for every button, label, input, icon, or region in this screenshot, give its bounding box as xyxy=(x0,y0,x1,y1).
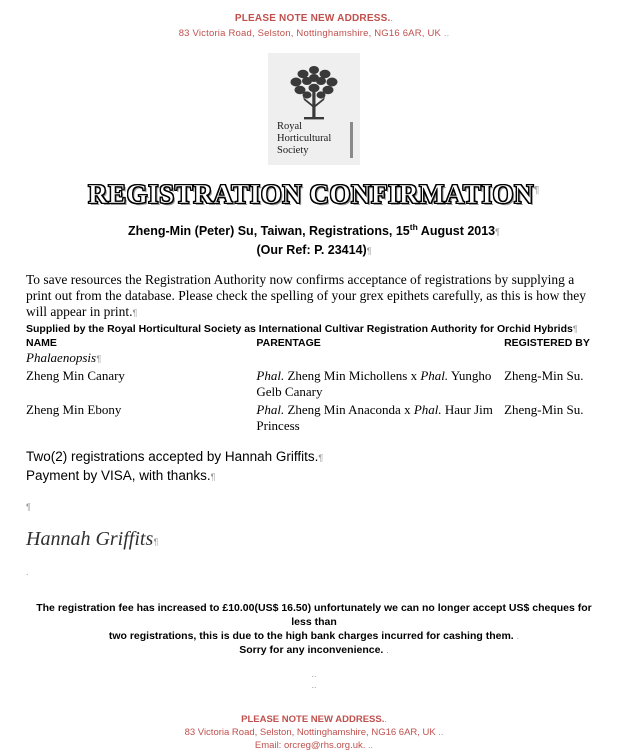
paragraph-mark-icon: . xyxy=(390,13,394,23)
our-ref-text: (Our Ref: P. 23414) xyxy=(256,243,367,258)
fee-note-text-2: two registrations, this is due to the high bank charges incurred for cashing them. xyxy=(108,630,514,643)
footer-line-3 xyxy=(0,739,628,752)
registrations-table xyxy=(26,337,602,435)
grex-name: Zheng Min Canary xyxy=(26,368,125,384)
paragraph-mark-icon: . xyxy=(384,714,387,725)
footer-text-2: 83 Victoria Road, Selston, Nottinghamshire, NG16 6AR, UK xyxy=(184,727,436,739)
column-header-parentage: PARENTAGE xyxy=(256,337,321,350)
parentage xyxy=(256,401,504,435)
paragraph-mark-icon: ¶ xyxy=(495,227,500,238)
subtitle-ordinal: th xyxy=(409,222,418,232)
logo-wordmark xyxy=(277,121,331,157)
acceptance-text-2: Payment by VISA, with thanks. xyxy=(26,468,211,484)
acceptance-block xyxy=(26,448,602,486)
parentage-genus-abbr: Phal. xyxy=(256,368,285,384)
parentage-parent-1: Zheng Min Michollens x xyxy=(284,368,421,384)
subtitle xyxy=(0,218,628,260)
paragraph-mark-icon: . xyxy=(26,567,29,578)
paragraph-mark-icon: . xyxy=(516,631,520,642)
registered-by: Zheng-Min Su. xyxy=(504,368,584,384)
supplied-by-note xyxy=(26,323,602,336)
blank-paragraph-marks xyxy=(0,669,628,691)
registered-by: Zheng-Min Su. xyxy=(504,402,584,418)
paragraph-mark-icon: ¶ xyxy=(96,354,101,365)
parentage-genus-abbr: Phal. xyxy=(413,402,442,418)
footer-address xyxy=(0,713,628,752)
paragraph-mark-icon: .. xyxy=(438,727,444,738)
document-page xyxy=(0,11,628,752)
intro-paragraph xyxy=(26,272,602,321)
acceptance-line-2 xyxy=(26,467,602,486)
paragraph-mark-icon: ¶ xyxy=(533,185,540,196)
genus-label xyxy=(26,349,602,367)
tree-icon xyxy=(287,61,341,121)
top-address-line-2 xyxy=(0,26,628,41)
acceptance-text-1: Two(2) registrations accepted by Hannah Griffits. xyxy=(26,449,319,465)
top-address-text-1: PLEASE NOTE NEW ADDRESS. xyxy=(234,13,391,24)
fee-note-line-2 xyxy=(26,629,602,643)
logo-line-2: Horticultural xyxy=(277,133,332,144)
paragraph-mark-icon: ¶ xyxy=(132,308,138,319)
page-title xyxy=(0,179,628,210)
paragraph-mark-icon: ¶ xyxy=(153,537,159,548)
signature xyxy=(26,528,602,551)
table-header-row xyxy=(26,337,602,349)
top-address-line-1 xyxy=(0,11,628,26)
grex-name: Zheng Min Ebony xyxy=(26,402,122,418)
paragraph-mark-icon: ¶ xyxy=(366,246,372,257)
parentage-genus-abbr: Phal. xyxy=(420,368,449,384)
subtitle-line-1 xyxy=(0,218,628,241)
paragraph-mark-icon: . xyxy=(386,645,389,656)
subtitle-suffix: August 2013 xyxy=(417,224,496,239)
table-row xyxy=(26,367,602,401)
rhs-logo xyxy=(268,53,360,165)
subtitle-line-2 xyxy=(0,241,628,260)
blank-paragraph-mark xyxy=(26,502,602,514)
page-title-text: REGISTRATION CONFIRMATION xyxy=(88,179,534,209)
parentage-parent-2: Yungho Gelb Canary xyxy=(256,368,492,400)
paragraph-mark-icon: ¶ xyxy=(318,453,324,464)
intro-paragraph-text: To save resources the Registration Authority now confirms acceptance of registrations by supplying a print out from the database. Please check the spelling of your grex epithets carefully, as this is how they will appear in print. xyxy=(26,272,586,320)
genus-row xyxy=(26,349,602,367)
fee-note-line-3 xyxy=(26,643,602,657)
paragraph-mark-icon: ¶ xyxy=(26,502,31,513)
logo-line-1: Royal xyxy=(277,121,303,132)
footer-text-1: PLEASE NOTE NEW ADDRESS. xyxy=(241,714,385,726)
logo-container xyxy=(0,53,628,165)
paragraph-mark-icon: .. xyxy=(443,28,450,38)
column-header-name: NAME xyxy=(26,337,57,350)
top-address-text-2: 83 Victoria Road, Selston, Nottinghamshire, NG16 6AR, UK xyxy=(178,28,442,39)
footer-line-2 xyxy=(0,726,628,739)
paragraph-mark-icon: .. xyxy=(311,669,317,680)
paragraph-mark-icon: ¶ xyxy=(572,324,578,335)
fee-note-line-1: The registration fee has increased to £10.00(US$ 16.50) unfortunately we can no longer accept US$ cheques for less than xyxy=(36,602,592,629)
parentage-parent-1: Zheng Min Anaconda x xyxy=(284,402,414,418)
footer-line-1 xyxy=(0,713,628,726)
blank-paragraph-mark xyxy=(26,567,628,577)
table-row xyxy=(26,401,602,435)
paragraph-mark-icon: .. xyxy=(311,680,317,691)
top-address-notice xyxy=(0,11,628,41)
parentage xyxy=(256,367,504,401)
column-header-registered-by: REGISTERED BY xyxy=(504,337,590,350)
genus-text: Phalaenopsis xyxy=(26,350,97,366)
paragraph-mark-icon: .. xyxy=(368,740,374,751)
paragraph-mark-icon: ¶ xyxy=(210,472,216,483)
supplied-by-text: Supplied by the Royal Horticultural Society as International Cultivar Registration Authority for Orchid Hybrids xyxy=(26,323,573,336)
signature-text: Hannah Griffits xyxy=(26,528,154,551)
parentage-genus-abbr: Phal. xyxy=(256,402,285,418)
subtitle-prefix: Zheng-Min (Peter) Su, Taiwan, Registrations, 15 xyxy=(128,224,410,239)
logo-bar xyxy=(350,122,353,158)
email-link[interactable]: Email: orcreg@rhs.org.uk. xyxy=(254,740,366,752)
fee-note-text-3: Sorry for any inconvenience. xyxy=(239,644,384,657)
acceptance-line-1 xyxy=(26,448,602,467)
parentage-parent-2: Haur Jim Princess xyxy=(256,402,493,434)
fee-note xyxy=(26,601,602,657)
logo-line-3: Society xyxy=(277,145,309,156)
